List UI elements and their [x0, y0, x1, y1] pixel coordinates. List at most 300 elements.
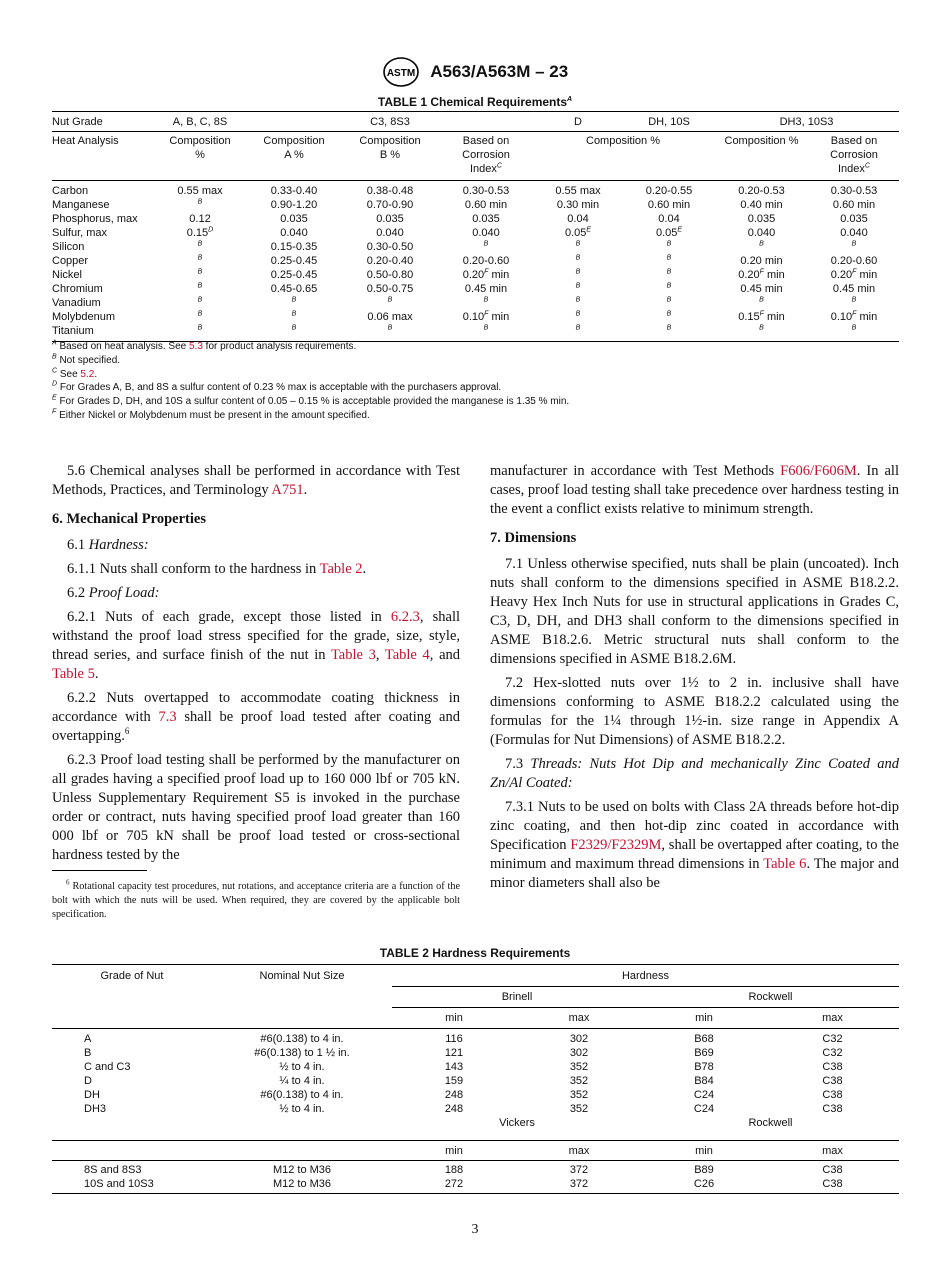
table-cell: C32 — [822, 1033, 843, 1045]
table-cell — [809, 296, 899, 310]
hardness-header: Hardness — [392, 965, 899, 987]
table-cell — [624, 240, 714, 254]
rockwell-header: Rockwell — [642, 987, 899, 1008]
table-cell — [440, 296, 532, 310]
header-line: Index$^C$ — [470, 162, 502, 175]
table-cell: 302 — [569, 1047, 589, 1059]
element-name: Silicon — [52, 241, 85, 253]
table-cell: 0.60 min — [464, 199, 508, 211]
rockwell-header: Rockwell — [642, 1116, 899, 1141]
table-cell: C26 — [642, 1177, 766, 1194]
table-cell: 0.20 min — [740, 255, 783, 267]
table-cell — [532, 310, 624, 324]
header-line: A % — [284, 149, 304, 161]
footnote-mark: C — [52, 367, 58, 375]
link-a751[interactable]: A751 — [271, 482, 304, 498]
table-footnote — [52, 368, 902, 382]
page-header — [0, 56, 950, 88]
table-cell: M12 to M36 — [272, 1164, 332, 1176]
element-name: Chromium — [52, 283, 103, 295]
table-footnote — [52, 381, 902, 395]
table-cell: 352 — [569, 1061, 589, 1073]
table-cell: 0.25-0.45 — [270, 255, 318, 267]
table-cell: 372 — [516, 1177, 642, 1194]
table-cell: 10S and 10S3 — [52, 1177, 212, 1194]
table1-subheader-row — [52, 132, 899, 181]
not-specified-note: B — [575, 254, 581, 262]
footnote-text: For Grades D, DH, and 10S a sulfur content of 0.05 – 0.15 % is acceptable provided the manganese is 1.35 % min. — [59, 396, 570, 408]
header-line: Composition — [263, 135, 325, 147]
table-cell: 0.30-0.53 — [830, 185, 878, 197]
table-cell: 0.40 min — [740, 199, 783, 211]
table-cell: B — [84, 1047, 92, 1059]
not-specified-note: B — [483, 296, 489, 304]
footnote-mark: A — [52, 339, 57, 347]
table-cell: 0.040 — [280, 227, 308, 239]
table-cell: A — [84, 1033, 92, 1045]
footnote-text: for product analysis requirements. — [202, 341, 357, 352]
para-7-3: 7.3 Threads: Nuts Hot Dip and mechanically Zinc Coated and Zn/Al Coated: — [490, 756, 899, 791]
table-cell: 352 — [569, 1075, 589, 1087]
footnote-text: Based on heat analysis. See — [59, 341, 189, 352]
table-cell: 0.90-1.20 — [270, 199, 318, 211]
composition-header — [152, 132, 248, 181]
table-cell: C38 — [822, 1103, 843, 1115]
footnote-text: . — [94, 368, 98, 380]
not-specified-note: B — [666, 296, 672, 304]
table-cell — [152, 268, 248, 282]
brinell-header: Brinell — [392, 987, 642, 1008]
footnote-mark: E — [52, 394, 57, 402]
element-name: Vanadium — [52, 297, 101, 309]
table-cell: 0.20-0.60 — [462, 255, 510, 267]
table-cell: 0.035 — [747, 213, 776, 225]
table-cell: DH — [84, 1089, 100, 1101]
table-row — [52, 181, 899, 199]
min-header: min — [392, 1141, 516, 1161]
table-row — [52, 324, 899, 342]
element-name: Copper — [52, 255, 89, 267]
grade-of-nut-header: Grade of Nut — [52, 965, 212, 1029]
spacer-cell — [212, 1116, 392, 1141]
table-cell — [152, 310, 248, 324]
link-table-3[interactable]: Table 3 — [330, 647, 376, 663]
table-cell — [248, 296, 340, 310]
not-specified-note: B — [197, 282, 203, 290]
value-with-note: $0.20^F$ min — [830, 268, 878, 281]
not-specified-note: B — [666, 324, 672, 332]
table-cell — [152, 240, 248, 254]
chemical-requirements-table — [52, 111, 899, 342]
para-6-1-1: 6.1.1 Nuts shall conform to the hardness in Table 2. — [67, 561, 367, 577]
table-cell: 188 — [444, 1164, 464, 1176]
table-cell: 0.12 — [189, 213, 211, 225]
grade-header: A, B, C, 8S — [152, 112, 248, 132]
table-cell: D — [84, 1075, 92, 1087]
link-f2329[interactable]: F2329/F2329M — [570, 837, 662, 853]
table-cell: B69 — [694, 1047, 714, 1059]
not-specified-note: B — [759, 296, 764, 304]
table-cell — [532, 268, 624, 282]
para-6-1: 6.1 Hardness: — [67, 537, 149, 553]
footnote-mark: D — [52, 381, 58, 389]
table-footnote — [52, 395, 902, 409]
table-cell — [809, 240, 899, 254]
composition-header — [809, 132, 899, 181]
value-with-note: $0.05^E$ — [655, 226, 683, 239]
table-cell: ½ to 4 in. — [279, 1103, 325, 1115]
footnote-text: See — [59, 368, 81, 380]
header-line: Based on — [462, 135, 510, 147]
header-line: B % — [379, 149, 401, 161]
max-header: max — [516, 1141, 642, 1161]
table-cell: 0.25-0.45 — [270, 269, 318, 281]
section-heading-7: 7. Dimensions — [490, 530, 577, 546]
table-cell: 248 — [444, 1103, 464, 1115]
table-cell — [624, 296, 714, 310]
table-cell: 159 — [444, 1075, 464, 1087]
element-name: Manganese — [52, 199, 110, 211]
footnote-text: For Grades A, B, and 8S a sulfur content of 0.23 % max is acceptable with the purchasers approval. — [59, 382, 502, 394]
footnote-link[interactable]: 5.3 — [188, 341, 203, 352]
table-row — [52, 226, 899, 240]
para-5-6: 5.6 Chemical analyses shall be performed in accordance with Test Methods, Practices, and Terminology A751. — [52, 463, 460, 498]
table-cell — [809, 310, 899, 324]
table-cell — [152, 198, 248, 212]
table-row — [52, 282, 899, 296]
table-cell: 0.50-0.75 — [366, 283, 414, 295]
table-cell: 0.035 — [280, 213, 308, 225]
table-cell: #6(0.138) to 4 in. — [260, 1089, 344, 1101]
left-column — [52, 462, 460, 870]
footnote-link[interactable]: 5.2 — [80, 368, 95, 380]
para-6-2-1: 6.2.1 Nuts of each grade, except those listed in 6.2.3, shall withstand the proof load stress specified for the grade, size, style, thread series, and surface finish of the nut in Table 3, Table 4, and Table 5. — [52, 609, 460, 682]
max-header: max — [766, 1008, 899, 1029]
table-cell: 116 — [445, 1033, 463, 1045]
nominal-size-header: Nominal Nut Size — [212, 965, 392, 1029]
header-line: Composition — [359, 135, 421, 147]
table-cell: 121 — [444, 1047, 464, 1059]
not-specified-note: B — [666, 254, 672, 262]
table-cell — [714, 324, 809, 342]
link-table-5[interactable]: Table 5 — [52, 666, 95, 682]
not-specified-note: B — [575, 282, 581, 290]
table-cell — [624, 254, 714, 268]
value-with-note: $0.05^E$ — [564, 226, 592, 239]
header-line: Composition — [169, 135, 231, 147]
table-row — [52, 268, 899, 282]
not-specified-note: B — [197, 268, 203, 276]
table-row — [52, 240, 899, 254]
table-cell — [714, 268, 809, 282]
not-specified-note: B — [575, 296, 581, 304]
value-with-note: $0.15^F$ min — [738, 310, 785, 323]
table-cell: 0.50-0.80 — [366, 269, 414, 281]
para-6-2-3: 6.2.3 Proof load testing shall be performed by the manufacturer on all grades having a specified proof load up to 160 000 lbf or 705 kN. Unless Supplementary Requirement S5 is invoked in the purchase order or contract, nuts having specified proof load greater than 160 000 lbf or 705 kN shall be proof load tested or cross-sectional hardness tested by the — [52, 752, 460, 863]
max-header: max — [766, 1141, 899, 1161]
table-row — [52, 1046, 899, 1060]
table-cell — [624, 268, 714, 282]
not-specified-note: B — [666, 268, 672, 276]
table-cell: 0.55 max — [555, 185, 601, 197]
value-with-note: $0.10^F$ min — [830, 310, 878, 323]
composition-header — [248, 132, 340, 181]
footnote-text: Either Nickel or Molybdenum must be present in the amount specified. — [59, 409, 370, 421]
not-specified-note: B — [666, 240, 672, 248]
max-header: max — [516, 1008, 642, 1029]
composition-header — [440, 132, 532, 181]
vickers-header: Vickers — [392, 1116, 642, 1141]
table-row — [52, 254, 899, 268]
link-table-4[interactable]: Table 4 — [384, 647, 430, 663]
table-cell: 272 — [392, 1177, 516, 1194]
table-cell: 0.040 — [472, 227, 500, 239]
section-heading-6: 6. Mechanical Properties — [52, 511, 206, 527]
link-6-2-3[interactable]: 6.2.3 — [390, 609, 420, 625]
hardness-requirements-table — [52, 964, 899, 1194]
table-cell — [714, 240, 809, 254]
not-specified-note: B — [575, 310, 581, 318]
header-line: Corrosion — [462, 149, 510, 161]
table-cell — [340, 296, 440, 310]
table-cell: 0.20-0.53 — [738, 185, 785, 197]
table-cell: 0.06 max — [367, 311, 413, 323]
table1-footnotes — [52, 340, 902, 423]
link-f606[interactable]: F606/F606M — [780, 463, 857, 479]
not-specified-note: B — [197, 198, 203, 206]
table-cell — [624, 226, 714, 240]
table2-caption: TABLE 2 Hardness Requirements — [379, 946, 571, 960]
table-cell: 0.040 — [840, 227, 868, 239]
table-cell: 0.33-0.40 — [270, 185, 318, 197]
table-cell — [152, 282, 248, 296]
para-continued: manufacturer in accordance with Test Methods F606/F606M. In all cases, proof load testing shall take precedence over hardness testing in the event a conflict exists relative to minimum strength. — [490, 463, 899, 517]
table-cell — [714, 310, 809, 324]
value-with-note: $0.20^F$ min — [738, 268, 785, 281]
table-row — [52, 198, 899, 212]
grade-header: DH, 10S — [624, 112, 714, 132]
table2-header-row — [52, 1116, 899, 1141]
link-7-3[interactable]: 7.3 — [158, 709, 177, 725]
table-row — [52, 1102, 899, 1116]
not-specified-note: B — [575, 268, 581, 276]
header-line: % — [195, 149, 205, 161]
table-cell: 0.45 min — [832, 283, 876, 295]
table-cell: M12 to M36 — [212, 1177, 392, 1194]
not-specified-note: B — [387, 324, 393, 332]
table2-header-row — [52, 1141, 899, 1161]
standard-code: A563/A563M – 23 — [430, 62, 569, 81]
table-cell: 372 — [569, 1164, 589, 1176]
table-cell: 0.30-0.53 — [462, 185, 510, 197]
not-specified-note: B — [291, 296, 297, 304]
table-cell — [532, 296, 624, 310]
astm-logo-icon — [382, 56, 420, 88]
page-number: 3 — [471, 1222, 479, 1237]
table-cell — [809, 268, 899, 282]
header-line: Based on — [830, 135, 878, 147]
table-cell — [152, 254, 248, 268]
table-cell: 0.20-0.40 — [366, 255, 414, 267]
table-cell — [248, 324, 340, 342]
table-row — [52, 1029, 899, 1047]
link-table-6[interactable]: Table 6 — [763, 856, 807, 872]
table-cell: B68 — [694, 1033, 714, 1045]
table-cell: 0.15-0.35 — [270, 241, 318, 253]
right-column — [490, 462, 899, 898]
table-cell: C38 — [766, 1177, 899, 1194]
table-cell: 302 — [569, 1033, 589, 1045]
element-name: Titanium — [52, 324, 152, 342]
header-line: Composition % — [586, 135, 660, 147]
para-6-2-2: 6.2.2 Nuts overtapped to accommodate coating thickness in accordance with 7.3 shall be proof load tested after coating and overtapping.$^6$ — [52, 690, 460, 744]
grade-header: C3, 8S3 — [248, 112, 532, 132]
table-cell: 0.38-0.48 — [366, 185, 414, 197]
spacer-cell — [52, 1116, 212, 1141]
header-line: Composition % — [724, 135, 799, 147]
table-cell: B84 — [694, 1075, 714, 1087]
not-specified-note: B — [483, 240, 489, 248]
footnote-text: Not specified. — [59, 354, 121, 366]
table-cell — [624, 310, 714, 324]
svg-text:ASTM: ASTM — [386, 68, 415, 79]
table-row — [52, 1074, 899, 1088]
table-row — [52, 1088, 899, 1102]
para-7-3-1: 7.3.1 Nuts to be used on bolts with Class 2A threads before hot-dip zinc coating, and then hot-dip zinc coated in accordance with Specification F2329/F2329M, shall be overtapped after coating, to the minimum and maximum thread dimensions in Table 6. The major and minor diameters shall also be — [490, 799, 899, 891]
not-specified-note: B — [759, 240, 764, 248]
table-footnote — [52, 340, 902, 354]
not-specified-note: B — [851, 324, 857, 332]
table1-caption: TABLE 1 Chemical Requirements$^A$ — [377, 95, 573, 109]
min-header: min — [392, 1008, 516, 1029]
table-cell: C24 — [693, 1103, 715, 1115]
footnote-mark: B — [52, 353, 57, 361]
table-cell: 0.45-0.65 — [270, 283, 318, 295]
table-cell: B89 — [694, 1164, 714, 1176]
table-cell — [248, 310, 340, 324]
table-cell — [440, 310, 532, 324]
table-cell — [340, 324, 440, 342]
composition-header — [714, 132, 809, 181]
min-header: min — [642, 1141, 766, 1161]
table-cell — [714, 296, 809, 310]
footnote-divider — [52, 870, 147, 871]
table-footnote — [52, 409, 902, 423]
heat-analysis-label: Heat Analysis — [52, 132, 152, 181]
table-cell — [532, 240, 624, 254]
table-cell: 0.040 — [376, 227, 404, 239]
table-cell: 0.035 — [840, 213, 868, 225]
header-line: Index$^C$ — [838, 162, 870, 175]
header-line: Corrosion — [830, 149, 878, 161]
table-cell: ½ to 4 in. — [279, 1061, 325, 1073]
grade-header: D — [532, 112, 624, 132]
table-cell: 0.55 max — [177, 185, 223, 197]
table-cell: ¼ to 4 in. — [279, 1075, 325, 1087]
element-name: Carbon — [52, 185, 89, 197]
table-cell: 0.035 — [376, 213, 404, 225]
table-row — [52, 1177, 899, 1194]
not-specified-note: B — [759, 324, 764, 332]
table-cell: 352 — [569, 1103, 589, 1115]
table-cell — [152, 324, 248, 342]
not-specified-note: B — [483, 324, 489, 332]
not-specified-note: B — [291, 324, 297, 332]
table-cell — [440, 324, 532, 342]
table-cell: 0.70-0.90 — [366, 199, 414, 211]
table-cell: 0.45 min — [740, 283, 783, 295]
table-cell — [532, 282, 624, 296]
table-cell: 0.30-0.50 — [366, 241, 414, 253]
table-cell — [624, 282, 714, 296]
value-with-note: $0.20^F$ min — [462, 268, 510, 281]
element-name: Phosphorus, max — [52, 213, 138, 225]
table-cell — [809, 324, 899, 342]
min-header: min — [642, 1008, 766, 1029]
table-cell — [624, 324, 714, 342]
table-cell — [532, 254, 624, 268]
element-name: Sulfur, max — [52, 227, 108, 239]
table-cell: 0.04 — [567, 213, 589, 225]
not-specified-note: B — [666, 282, 672, 290]
not-specified-note: B — [575, 240, 581, 248]
table-cell: C32 — [822, 1047, 843, 1059]
table-cell: DH3 — [84, 1103, 107, 1115]
link-table-2[interactable]: Table 2 — [319, 561, 363, 577]
table-footnote — [52, 354, 902, 368]
table-row — [52, 296, 899, 310]
not-specified-note: B — [666, 310, 672, 318]
table-cell: #6(0.138) to 4 in. — [260, 1033, 344, 1045]
table1-grade-row — [52, 112, 899, 132]
table-cell — [152, 296, 248, 310]
table-row — [52, 212, 899, 226]
table-cell: C38 — [822, 1075, 843, 1087]
grade-header: Nut Grade — [52, 112, 152, 132]
table-cell: 8S and 8S3 — [84, 1164, 142, 1176]
not-specified-note: B — [197, 254, 203, 262]
element-name: Molybdenum — [52, 311, 115, 323]
para-7-2: 7.2 Hex-slotted nuts over 1½ to 2 in. inclusive shall have dimensions conforming to ASME B18.2.2 calculated using the formulas for the 1¼ through 1½-in. size range in Appendix A (Formulas for Nut Dimensions) of ASME B18.2.2. — [490, 675, 899, 748]
table-cell — [532, 324, 624, 342]
table-cell: C and C3 — [84, 1061, 131, 1073]
para-7-1: 7.1 Unless otherwise specified, nuts shall be plain (uncoated). Inch nuts shall conform to the dimensions specified in ASME B18.2.2. Heavy Hex Inch Nuts for use in structural applications in Grades C, C3, D, DH, and DH3 shall conform to the dimensions specified in ASME B18.2.6. Metric structural nuts shall conform to the dimensions specified in ASME B18.2.6M. — [490, 556, 899, 667]
table-cell — [440, 268, 532, 282]
table-row — [52, 310, 899, 324]
table-cell: 0.035 — [472, 213, 500, 225]
not-specified-note: B — [851, 240, 857, 248]
table-cell — [440, 240, 532, 254]
table-cell: 0.60 min — [832, 199, 876, 211]
note-c: C — [864, 162, 870, 170]
table-cell: #6(0.138) to 1 ½ in. — [254, 1047, 350, 1059]
table-cell: 352 — [569, 1089, 589, 1101]
table-cell: 0.60 min — [647, 199, 691, 211]
table2-header-row — [52, 965, 899, 987]
table-cell: C38 — [822, 1061, 843, 1073]
table-row — [52, 1060, 899, 1074]
para-6-2: 6.2 Proof Load: — [67, 585, 160, 601]
table-cell: 0.20-0.55 — [645, 185, 693, 197]
footnote-mark: F — [52, 408, 57, 416]
not-specified-note: B — [197, 310, 203, 318]
composition-header — [532, 132, 714, 181]
not-specified-note: B — [575, 324, 581, 332]
value-with-note: $0.15^D$ — [186, 226, 214, 239]
value-with-note: $0.10^F$ min — [462, 310, 510, 323]
table-cell: 248 — [444, 1089, 464, 1101]
table-cell: C38 — [822, 1164, 843, 1176]
